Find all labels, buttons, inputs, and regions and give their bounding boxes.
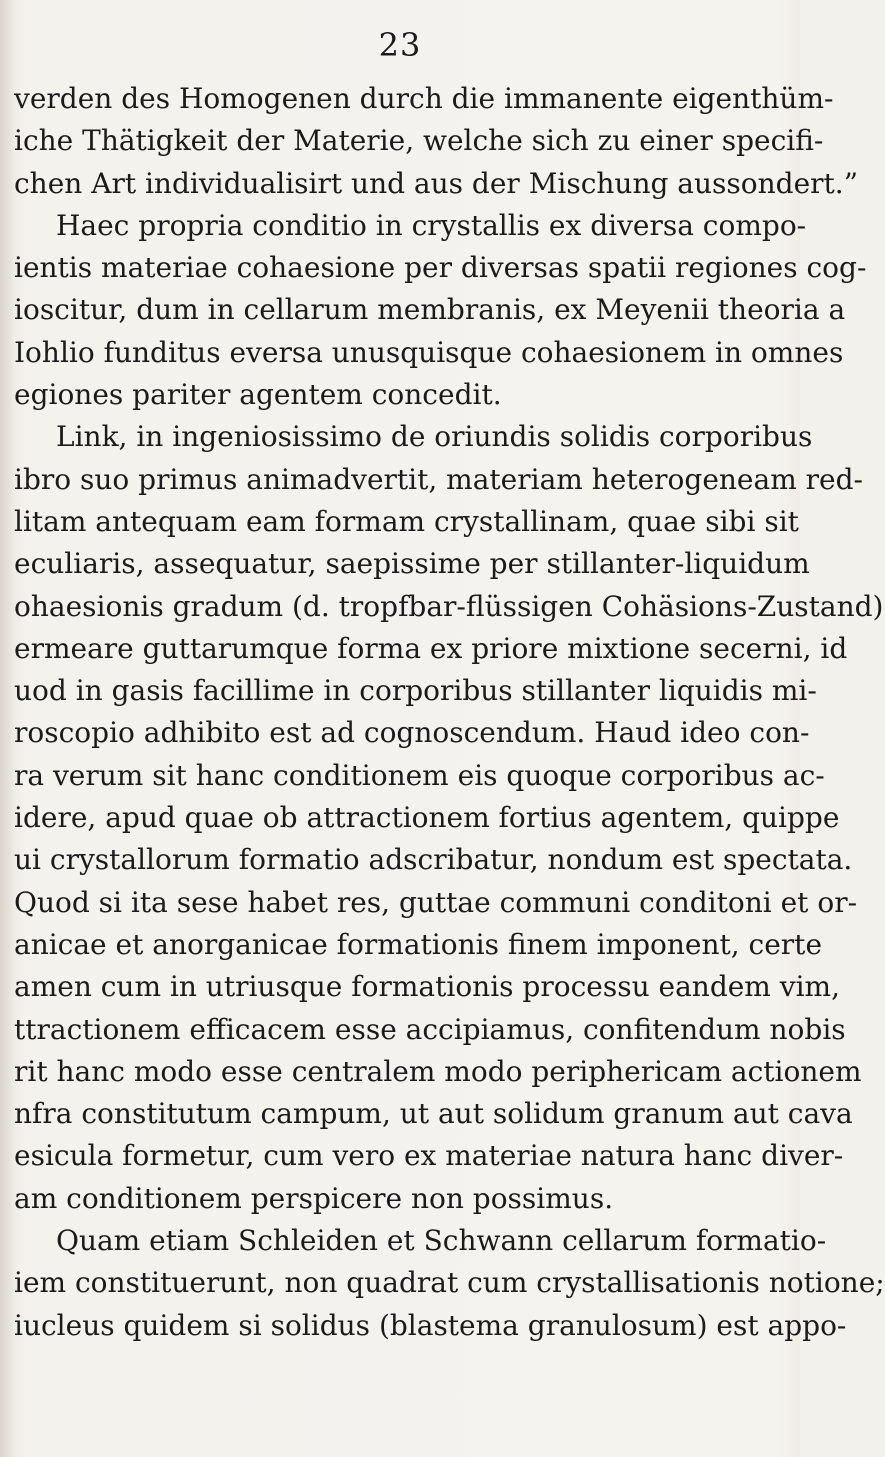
text-line: verden des Homogenen durch die immanente eigenthüm- [14, 82, 834, 115]
text-line: Iohlio funditus eversa unusquisque cohaesionem in omnes [14, 335, 844, 369]
text-line: ohaesionis gradum (d. tropfbar-flüssigen Cohäsions-Zustand) [14, 589, 884, 623]
text-line: ioscitur, dum in cellarum membranis, ex Meyenii theoria a [14, 293, 846, 327]
text-line: idere, apud quae ob attractionem fortius agentem, quippe [14, 801, 840, 835]
text-line: Link, in ingeniosissimo de oriundis solidis corporibus [56, 420, 813, 454]
text-line: Quam etiam Schleiden et Schwann cellarum formatio- [56, 1224, 827, 1258]
text-line: eculiaris, assequatur, saepissime per stillanter-liquidum [14, 547, 810, 581]
text-line: iche Thätigkeit der Materie, welche sich zu einer specifi- [14, 124, 824, 158]
text-line: ra verum sit hanc conditionem eis quoque corporibus ac- [14, 758, 825, 792]
text-line: rit hanc modo esse centralem modo periphericam actionem [14, 1054, 862, 1088]
text-line: amen cum in utriusque formationis processu eandem vim, [14, 970, 840, 1004]
text-line: nfra constitutum campum, ut aut solidum granum aut cava [14, 1097, 853, 1131]
text-line: ibro suo primus animadvertit, materiam heterogeneam red- [14, 462, 863, 496]
text-line: am conditionem perspicere non possimus. [14, 1181, 614, 1215]
text-line: ientis materiae cohaesione per diversas spatii regiones cog- [14, 251, 867, 285]
text-line: litam antequam eam formam crystallinam, quae sibi sit [14, 504, 799, 538]
page-number: 23 [378, 26, 422, 64]
text-line: iucleus quidem si solidus (blastema granulosum) est appo- [14, 1308, 847, 1342]
text-line: chen Art individualisirt und aus der Mischung aussondert.” [14, 166, 859, 200]
binding-gutter-shadow [0, 0, 14, 1457]
text-line: ermeare guttarumque forma ex priore mixtione secerni, id [14, 631, 848, 665]
text-line: Quod si ita sese habet res, guttae communi conditoni et or- [14, 885, 858, 919]
body-text [14, 78, 885, 1347]
text-line: iem constituerunt, non quadrat cum crystallisationis notione; [14, 1266, 885, 1300]
text-line: roscopio adhibito est ad cognoscendum. Haud ideo con- [14, 716, 810, 750]
text-line: ui crystallorum formatio adscribatur, nondum est spectata. [14, 843, 853, 877]
text-line: esicula formetur, cum vero ex materiae natura hanc diver- [14, 1139, 844, 1173]
text-line: anicae et anorganicae formationis finem imponent, certe [14, 927, 823, 961]
text-line: egiones pariter agentem concedit. [14, 378, 502, 412]
text-line: Haec propria conditio in crystallis ex diversa compo- [56, 208, 807, 242]
text-line: ttractionem efficacem esse accipiamus, confitendum nobis [14, 1012, 846, 1046]
text-line: uod in gasis facillime in corporibus stillanter liquidis mi- [14, 674, 817, 708]
